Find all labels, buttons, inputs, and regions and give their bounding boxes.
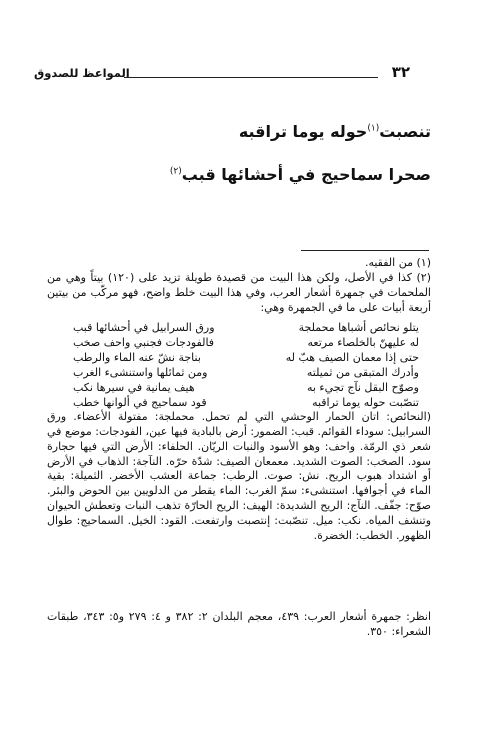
- verse-second-half: بناجة نشّ عنه الماء والرطب: [73, 351, 201, 364]
- running-book-title: المواعظ للصدوق: [34, 66, 130, 80]
- footnote-block-top: [47, 256, 431, 315]
- poem-line-2: [111, 165, 431, 184]
- poem-line-2-text: صحرا سماحيج في أحشائها قبب: [181, 165, 431, 184]
- poem-line-1: [111, 122, 431, 141]
- verse-row: [47, 395, 431, 410]
- verse-first-half: وأدرك المتبقى من ثميلته: [306, 366, 419, 379]
- footnote-ref-1[interactable]: (١): [367, 123, 380, 134]
- verse-second-half: فالفودجات فجنبي واحف صخب: [73, 336, 215, 349]
- verse-first-half: حتى إذا معمان الصيف هبّ له: [285, 351, 419, 364]
- footnote-separator: [301, 250, 429, 251]
- verse-row: [47, 350, 431, 365]
- verse-row: [47, 365, 431, 380]
- verse-second-half: هيف يمانية في سيرها نكب: [73, 381, 195, 394]
- verse-first-half: تنصّبت حوله يوما تراقبه: [312, 396, 419, 409]
- verse-first-half: وصوّح البقل نآج تجيء به: [306, 381, 419, 394]
- verse-row: [47, 335, 431, 350]
- glossary-text: (النحائص: اتان الحمار الوحشي التي لم تحمل. محملجة: مفتولة الأعضاء. ورق السرابيل: سوداء القوائم. قبب: الضمور: أرض بالبادية فيها عين، الفودجات: موضع في شعر ذي الرمّة. واحف: وهو الأسود والنبات الريّان. الحلفاء: الأرض التي فيها حجارة سود. الصخب: الصوت الشديد. معمعان الصيف: شدّة حرّه. النآجة: الذهاب في الأرض أو اشتداد هبوب الريح. نش: صوت. الرطب: جماعة العشب الأخضر. الثميلة: بقية الماء في أجوافها. استنشىء: سمّ الغرب: الماء يقطر من الدلويين بين الحوض والبئر. صوّح: جفّف. النآج: الريح الشديدة: الهيف: الريح الحارّة تذهب النبات وتعطش الحيوان وتنشف المياه. نكب: ميل. تنصّبت: إنتصبت وارتفعت. القود: الخيل. السماحيج: طوال الظهور. الخطب: الخضرة.: [47, 410, 431, 542]
- sources-text: انظر: جمهرة أشعار العرب: ٤٣٩، معجم البلدان ٢: ٣٨٢ و ٤: ٢٧٩ و٥: ٣٤٣، طبقات الشعراء: ٣٥٠.: [47, 610, 432, 638]
- footnote-2-intro: (٢) كذا في الأصل، ولكن هذا البيت من قصيدة طويلة تزيد على (١٢٠) بيتاً وهي من الملحمات في جمهرة أشعار العرب، وفي هذا البيت خلط واضح، فهو مركّب من بيتين أربعة أبيات على ما في الجمهرة وهي:: [47, 270, 431, 314]
- poem-line-1-start: تنصبت: [379, 122, 431, 141]
- page-number: ٣٢: [391, 63, 410, 81]
- page-header: [34, 63, 410, 87]
- verse-row: [47, 380, 431, 395]
- footnote-glossary: [47, 410, 431, 544]
- footnote-1: (١) من الفقيه.: [364, 256, 431, 269]
- poem-line-1-rest: حوله يوما تراقبه: [238, 122, 368, 141]
- verse-first-half: له عليهنّ بالخلصاء مرتعه: [307, 336, 419, 349]
- quoted-verses: [47, 320, 431, 410]
- verse-second-half: قود سماحيج في ألوانها خطب: [73, 396, 207, 409]
- verse-second-half: ورق السرابيل في أحشائها قبب: [73, 321, 215, 334]
- footnote-ref-2[interactable]: (٢): [169, 166, 182, 177]
- verse-row: [47, 320, 431, 335]
- verse-first-half: يتلو نحائص أشباها محملجة: [298, 321, 419, 334]
- header-rule: [124, 77, 378, 78]
- footnote-sources: [47, 610, 431, 640]
- verse-second-half: ومن ثمائلها واستنشىء الغرب: [73, 366, 208, 379]
